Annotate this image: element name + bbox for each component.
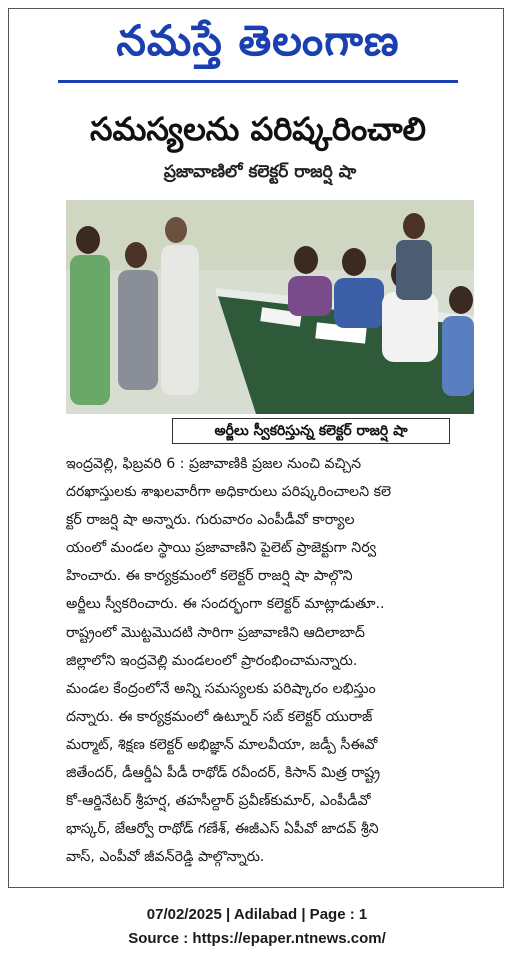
photo-illustration xyxy=(66,200,474,414)
article-line: ఇంద్రవెల్లి, ఫిబ్రవరి 6 : ప్రజావాణికి ప్రజల నుంచి వచ్చిన xyxy=(66,456,362,472)
clipping-dateline: 07/02/2025 | Adilabad | Page : 1 xyxy=(146,906,368,923)
article-line: రాష్ట్రంలో మొట్టమొదటి సారిగా ప్రజావాణిని ఆదిలాబాద్ xyxy=(66,624,365,641)
article-line: జితేందర్, డీఆర్డీఏ పీడీ రాథోడ్ రవీందర్, కిసాన్ మిత్ర రాష్ట్ర xyxy=(66,765,381,782)
photo-caption: అర్జీలు స్వీకరిస్తున్న కలెక్టర్ రాజర్షి షా xyxy=(172,418,450,444)
article-line: యంలో మండల స్థాయి ప్రజావాణిని పైలెట్ ప్రాజెక్టుగా నిర్వ xyxy=(66,540,377,557)
article-line: కో-ఆర్డినేటర్ శ్రీహర్ష, తహసీల్దార్ ప్రవీణ్‌కుమార్, ఎంపీడీవో xyxy=(66,793,371,810)
article-line: వాస్, ఎంపీవో జీవన్‌రెడ్డి పాల్గొన్నారు. xyxy=(66,849,265,866)
article-line: దన్నారు. ఈ కార్యక్రమంలో ఉట్నూర్ సబ్ కలెక్టర్ యురాజ్ xyxy=(66,708,373,725)
article-line: అర్జీలు స్వీకరించారు. ఈ సందర్భంగా కలెక్టర్ మాట్లాడుతూ.. xyxy=(66,596,385,613)
newspaper-masthead: నమస్తే తెలంగాణ xyxy=(116,16,400,65)
article-line: భాస్కర్, జేఆర్వో రాథోడ్ గణేశ్, ఈజీఎస్ ఏపీవో జాదవ్ శ్రీని xyxy=(66,821,379,838)
news-photo xyxy=(66,200,474,414)
article-line: దరఖాస్తులకు శాఖలవారీగా అధికారులు పరిష్కరించాలని కలె xyxy=(66,484,392,501)
article-line: మండల కేంద్రంలోనే అన్ని సమస్యలకు పరిష్కారం లభిస్తుం xyxy=(66,680,376,697)
article-line: జిల్లాలోని ఇంద్రవెల్లి మండలంలో ప్రారంభించామన్నారు. xyxy=(66,652,358,669)
article-body xyxy=(66,450,474,871)
masthead-divider xyxy=(58,80,458,83)
article-line: మర్మాట్, శిక్షణ కలెక్టర్ అభిజ్ఞాన్ మాలవీయా, జడ్పీ సీఈవో xyxy=(66,736,378,753)
article-line: హించారు. ఈ కార్యక్రమంలో కలెక్టర్ రాజర్షి షా పాల్గొని xyxy=(66,568,353,585)
article-headline: సమస్యలను పరిష్కరించాలి xyxy=(90,110,426,148)
clipping-source: Source : https://epaper.ntnews.com/ xyxy=(128,930,386,947)
article-line: క్టర్ రాజర్షి షా అన్నారు. గురువారం ఎంపీడీవో కార్యాల xyxy=(66,512,355,529)
article-subheadline: ప్రజావాణిలో కలెక్టర్ రాజర్షి షా xyxy=(163,162,357,182)
